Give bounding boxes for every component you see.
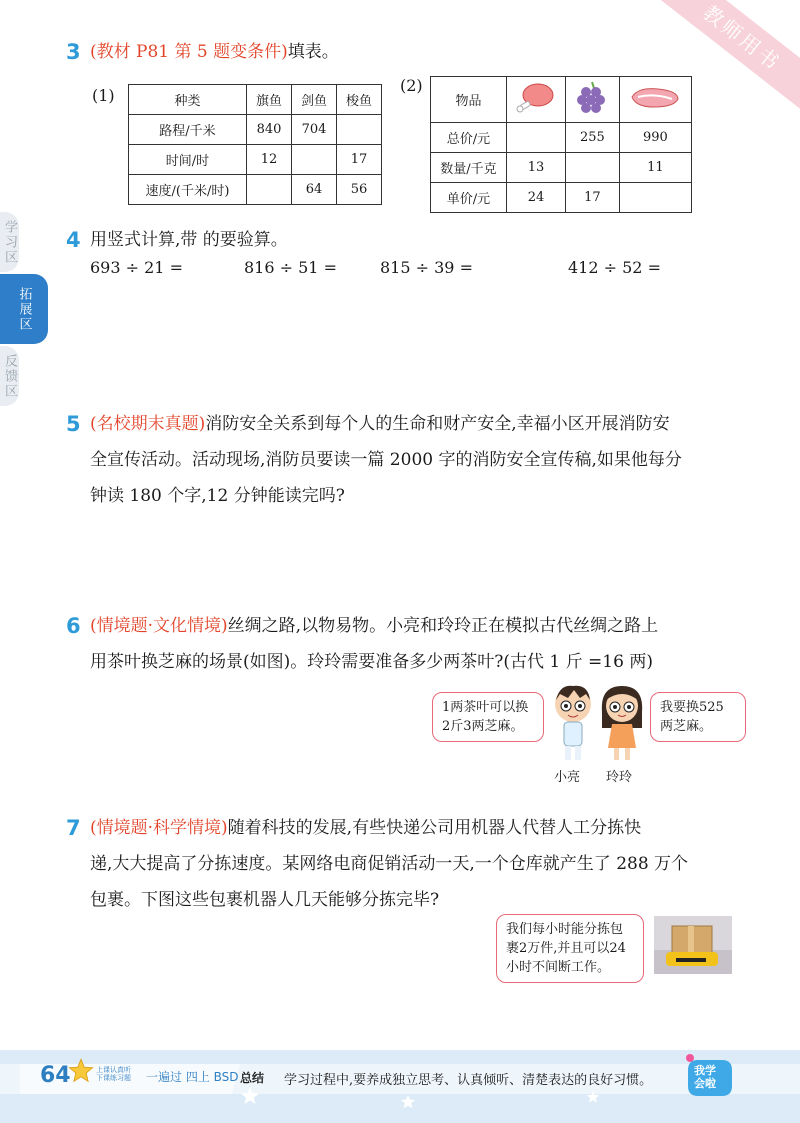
badge-line: 我学 <box>694 1064 716 1077</box>
table-cell: 11 <box>619 153 691 183</box>
girl-character-icon <box>598 682 646 762</box>
meat-slab-icon <box>628 83 682 113</box>
table-cell: 56 <box>337 175 382 205</box>
table-row <box>431 77 692 123</box>
star-mascot-icon <box>68 1058 94 1084</box>
name-xiaoliang: 小亮 <box>554 770 581 785</box>
book-title: 一遍过 四上 BSD <box>146 1070 239 1084</box>
grapes-icon <box>572 80 612 116</box>
bubble-line: 2斤3两芝麻。 <box>442 719 524 734</box>
table-row <box>129 145 382 175</box>
table-cell[interactable] <box>292 145 337 175</box>
calc-item[interactable]: 412 ÷ 52 = <box>568 258 661 277</box>
ham-leg-icon <box>514 81 558 115</box>
table-1-label: (1) <box>92 86 115 105</box>
side-tab-study[interactable]: 学习区 <box>0 212 19 272</box>
question-3-tail: 填表。 <box>287 42 339 62</box>
table-2 <box>430 76 692 213</box>
question-5-line-1: 消防安全关系到每个人的生命和财产安全,幸福小区开展消防安 <box>205 414 670 434</box>
question-7-line-1: 随着科技的发展,有些快递公司用机器人代替人工分拣快 <box>227 818 642 838</box>
question-6-source: (情境题·文化情境) <box>90 616 228 636</box>
table-2-label: (2) <box>400 76 423 95</box>
star-decoration-icon <box>400 1094 416 1110</box>
table-cell[interactable] <box>337 115 382 145</box>
question-5-line-2: 全宣传活动。活动现场,消防员要读一篇 2000 字的消防安全宣传稿,如果他每分 <box>90 450 682 470</box>
table-row <box>431 183 692 213</box>
question-7-line-3: 包裹。下图这些包裹机器人几天能够分拣完毕? <box>90 890 440 910</box>
badge-line: 会啦 <box>694 1077 716 1090</box>
table-cell <box>619 77 691 123</box>
table-cell <box>566 77 620 123</box>
question-3-number: 3 <box>66 40 81 64</box>
table-cell: 路程/千米 <box>129 115 247 145</box>
question-7-source: (情境题·科学情境) <box>90 818 228 838</box>
question-3-title <box>90 34 339 70</box>
question-4-number: 4 <box>66 228 81 252</box>
brand-line: 上课认真听 <box>96 1066 131 1074</box>
table-cell: 剑鱼 <box>292 85 337 115</box>
question-5-number: 5 <box>66 412 81 436</box>
speech-bubble-robot <box>496 914 644 983</box>
table-cell[interactable] <box>619 183 691 213</box>
table-cell: 17 <box>337 145 382 175</box>
bubble-line: 小时不间断工作。 <box>506 960 611 975</box>
speech-bubble-xiaoliang <box>432 692 544 742</box>
table-cell: 12 <box>247 145 292 175</box>
question-5-text <box>90 406 750 514</box>
calc-item[interactable]: 815 ÷ 39 = <box>380 258 473 277</box>
summary-label: 总结 <box>240 1071 265 1085</box>
bubble-line: 两芝麻。 <box>660 719 713 734</box>
question-7-line-2: 递,大大提高了分拣速度。某网络电商促销活动一天,一个仓库就产生了 288 万个 <box>90 854 689 874</box>
table-cell: 旗鱼 <box>247 85 292 115</box>
speech-bubble-lingling <box>650 692 746 742</box>
calc-item[interactable]: 816 ÷ 51 = <box>244 258 337 277</box>
question-6-number: 6 <box>66 614 81 638</box>
table-cell[interactable] <box>566 153 620 183</box>
badge-text <box>694 1064 716 1090</box>
question-6-line-1: 丝绸之路,以物易物。小亮和玲玲正在模拟古代丝绸之路上 <box>227 616 659 636</box>
table-cell: 种类 <box>129 85 247 115</box>
star-decoration-icon <box>240 1086 260 1106</box>
boy-character-icon <box>550 682 596 762</box>
bubble-line: 我要换525 <box>660 700 724 715</box>
question-6-line-2: 用茶叶换芝麻的场景(如图)。玲玲需要准备多少两茶叶?(古代 1 斤 =16 两) <box>90 652 653 672</box>
table-cell: 总价/元 <box>431 123 507 153</box>
table-cell: 13 <box>507 153 566 183</box>
table-row <box>129 85 382 115</box>
table-row <box>431 153 692 183</box>
table-cell: 704 <box>292 115 337 145</box>
question-5-line-3: 钟读 180 个字,12 分钟能读完吗? <box>90 486 345 506</box>
bubble-line: 1两茶叶可以换 <box>442 700 529 715</box>
table-cell[interactable] <box>507 123 566 153</box>
table-cell: 17 <box>566 183 620 213</box>
question-4-text: 用竖式计算,带 的要验算。 <box>90 230 288 250</box>
brand-line: 下课练习题 <box>96 1074 131 1082</box>
sorting-robot-photo-icon <box>654 916 732 974</box>
summary-text: 学习过程中,要养成独立思考、认真倾听、清楚表达的良好习惯。 <box>284 1073 653 1088</box>
question-3-source: (教材 P81 第 5 题变条件) <box>90 42 288 62</box>
table-row <box>129 175 382 205</box>
name-lingling: 玲玲 <box>606 770 633 785</box>
side-tab-extend[interactable]: 拓展区 <box>0 274 48 344</box>
calc-item[interactable]: 693 ÷ 21 = <box>90 258 183 277</box>
learned-badge <box>682 1052 736 1106</box>
table-1 <box>128 84 382 205</box>
table-row <box>431 123 692 153</box>
bubble-line: 我们每小时能分拣包 <box>506 922 624 937</box>
table-cell: 64 <box>292 175 337 205</box>
table-row <box>129 115 382 145</box>
table-cell: 数量/千克 <box>431 153 507 183</box>
page-number: 64 <box>40 1063 71 1088</box>
teacher-edition-ribbon: 教师用书 <box>651 0 800 115</box>
table-cell <box>507 77 566 123</box>
question-5-source: (名校期末真题) <box>90 414 206 434</box>
table-cell: 速度/(千米/时) <box>129 175 247 205</box>
table-cell: 840 <box>247 115 292 145</box>
bubble-line: 裹2万件,并且可以24 <box>506 941 626 956</box>
star-decoration-icon <box>586 1090 600 1104</box>
side-tabs <box>0 212 46 408</box>
side-tab-feedback[interactable]: 反馈区 <box>0 346 19 406</box>
question-6-text <box>90 608 750 680</box>
table-cell: 时间/时 <box>129 145 247 175</box>
table-cell: 梭鱼 <box>337 85 382 115</box>
question-7-number: 7 <box>66 816 81 840</box>
brand-slogan <box>96 1066 131 1082</box>
table-cell: 单价/元 <box>431 183 507 213</box>
table-cell: 24 <box>507 183 566 213</box>
table-cell[interactable] <box>247 175 292 205</box>
table-cell: 990 <box>619 123 691 153</box>
table-cell: 255 <box>566 123 620 153</box>
table-cell: 物品 <box>431 77 507 123</box>
question-7-text <box>90 810 750 918</box>
